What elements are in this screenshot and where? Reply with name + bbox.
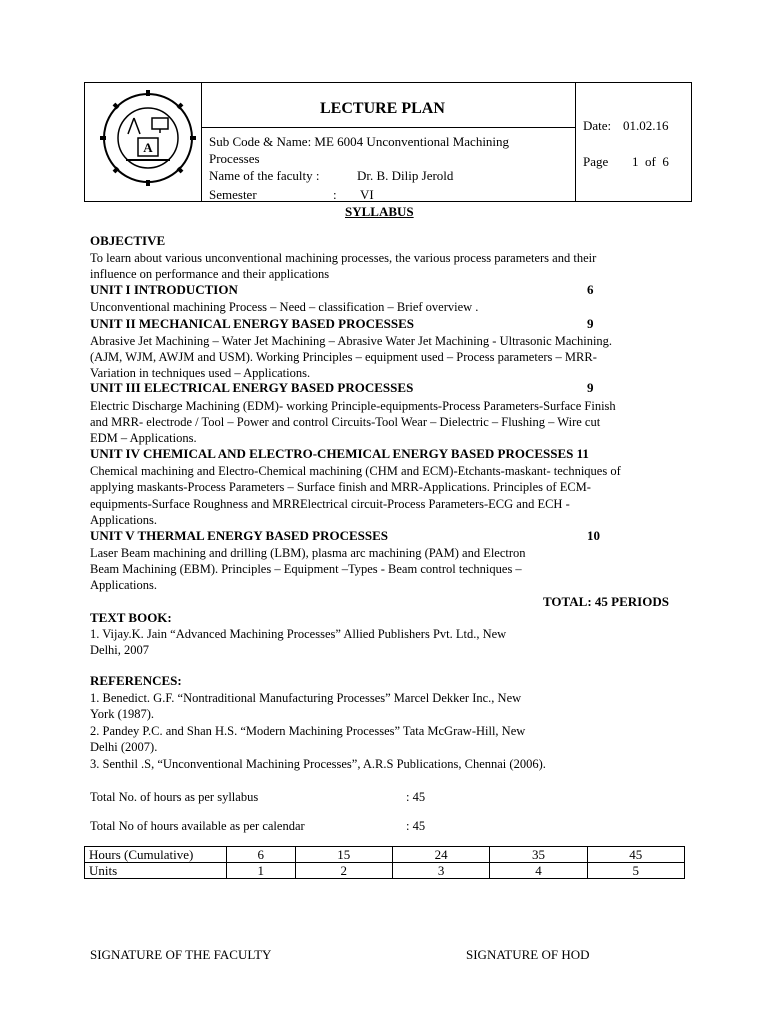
page-label: Page [583,154,609,169]
objective-text: influence on performance and their applications [90,267,330,281]
unit-text: and MRR- electrode / Tool – Power and control Circuits-Tool Wear – Dielectric – Flushing – Wire cut [90,415,601,429]
hours-calendar-label: Total No of hours available as per calendar [90,819,305,833]
reference-entry: 2. Pandey P.C. and Shan H.S. “Modern Machining Processes” Tata McGraw-Hill, New [90,724,526,738]
header-divider [201,82,202,202]
reference-entry: Delhi (2007). [90,740,158,754]
semester-value: VI [360,187,374,202]
svg-text:A: A [143,140,153,155]
unit-text: equipments-Surface Roughness and MRRElectrical circuit-Process Parameters-ECG and ECH - [90,497,570,511]
hod-signature: SIGNATURE OF HOD [466,947,590,962]
table-cell: 5 [587,863,684,879]
reference-entry: 3. Senthil .S, “Unconventional Machining Processes”, A.R.S Publications, Chennai (2006). [90,757,546,771]
table-cell: Units [85,863,227,879]
table-row [85,863,685,879]
compass-icon [128,118,140,134]
college-logo [96,86,200,190]
table-cell: 3 [392,863,489,879]
unit-hours: 6 [587,282,594,297]
sub-code-line: Sub Code & Name: ME 6004 Unconventional Machining [209,134,510,149]
page-value: 1 of 6 [632,154,669,169]
unit-title: UNIT I INTRODUCTION [90,282,238,297]
textbook-heading: TEXT BOOK: [90,610,172,625]
date-label: Date: [583,118,612,133]
faculty-label: Name of the faculty : [209,168,320,183]
header-divider [201,127,575,128]
unit-text: Abrasive Jet Machining – Water Jet Machining – Abrasive Water Jet Machining - Ultrasonic Machining. [90,334,613,348]
unit-text: Applications. [90,578,158,592]
unit-hours: 10 [587,528,600,543]
unit-hours: 9 [587,316,594,331]
hours-table [84,846,685,879]
date-value: 01.02.16 [623,118,669,133]
unit-text: Applications. [90,513,158,527]
objective-text: To learn about various unconventional machining processes, the various process parameters and their [90,251,597,265]
textbook-entry: 1. Vijay.K. Jain “Advanced Machining Processes” Allied Publishers Pvt. Ltd., New [90,627,507,641]
table-cell: 4 [490,863,587,879]
table-cell: 6 [227,847,296,863]
semester-label: Semester [209,187,257,202]
total-periods: TOTAL: 45 PERIODS [543,594,669,609]
unit-text: applying maskants-Process Parameters – Surface finish and MRR-Applications. Principles of ECM- [90,480,591,494]
hours-syllabus-label: Total No. of hours as per syllabus [90,790,259,804]
semester-colon: : [333,187,337,202]
table-cell: 2 [295,863,392,879]
unit-title: UNIT IV CHEMICAL AND ELECTRO-CHEMICAL ENERGY BASED PROCESSES 11 [90,446,589,461]
table-cell: Hours (Cumulative) [85,847,227,863]
unit-text: Laser Beam machining and drilling (LBM), plasma arc machining (PAM) and Electron [90,546,526,560]
table-cell: 1 [227,863,296,879]
references-heading: REFERENCES: [90,673,182,688]
reference-entry: York (1987). [90,707,155,721]
unit-text: Beam Machining (EBM). Principles – Equipment –Types - Beam control techniques – [90,562,522,576]
unit-text: Unconventional machining Process – Need – classification – Brief overview . [90,300,479,314]
syllabus-heading: SYLLABUS [345,204,414,219]
page-title: LECTURE PLAN [320,100,445,117]
faculty-signature: SIGNATURE OF THE FACULTY [90,947,272,962]
unit-title: UNIT V THERMAL ENERGY BASED PROCESSES [90,528,389,543]
unit-text: Chemical machining and Electro-Chemical machining (CHM and ECM)-Etchants-maskant- techniques of [90,464,621,478]
faculty-name: Dr. B. Dilip Jerold [357,168,454,183]
sub-code-line: Processes [209,151,260,166]
unit-text: Electric Discharge Machining (EDM)- working Principle-equipments-Process Parameters-Surface Finish [90,399,616,413]
table-cell: 15 [295,847,392,863]
header-divider [575,82,576,202]
table-cell: 35 [490,847,587,863]
unit-text: (AJM, WJM, AWJM and USM). Working Principles – equipment used – Process parameters – MRR- [90,350,597,364]
hours-calendar-value: : 45 [406,819,426,833]
monitor-icon [152,118,168,133]
hours-syllabus-value: : 45 [406,790,426,804]
objective-heading: OBJECTIVE [90,233,166,248]
unit-hours: 9 [587,380,594,395]
textbook-entry: Delhi, 2007 [90,643,150,657]
unit-text: Variation in techniques used – Applications. [90,366,311,380]
unit-text: EDM – Applications. [90,431,197,445]
unit-title: UNIT III ELECTRICAL ENERGY BASED PROCESSES [90,380,414,395]
reference-entry: 1. Benedict. G.F. “Nontraditional Manufacturing Processes” Marcel Dekker Inc., New [90,691,522,705]
table-cell: 24 [392,847,489,863]
table-row [85,847,685,863]
unit-title: UNIT II MECHANICAL ENERGY BASED PROCESSES [90,316,414,331]
table-cell: 45 [587,847,684,863]
